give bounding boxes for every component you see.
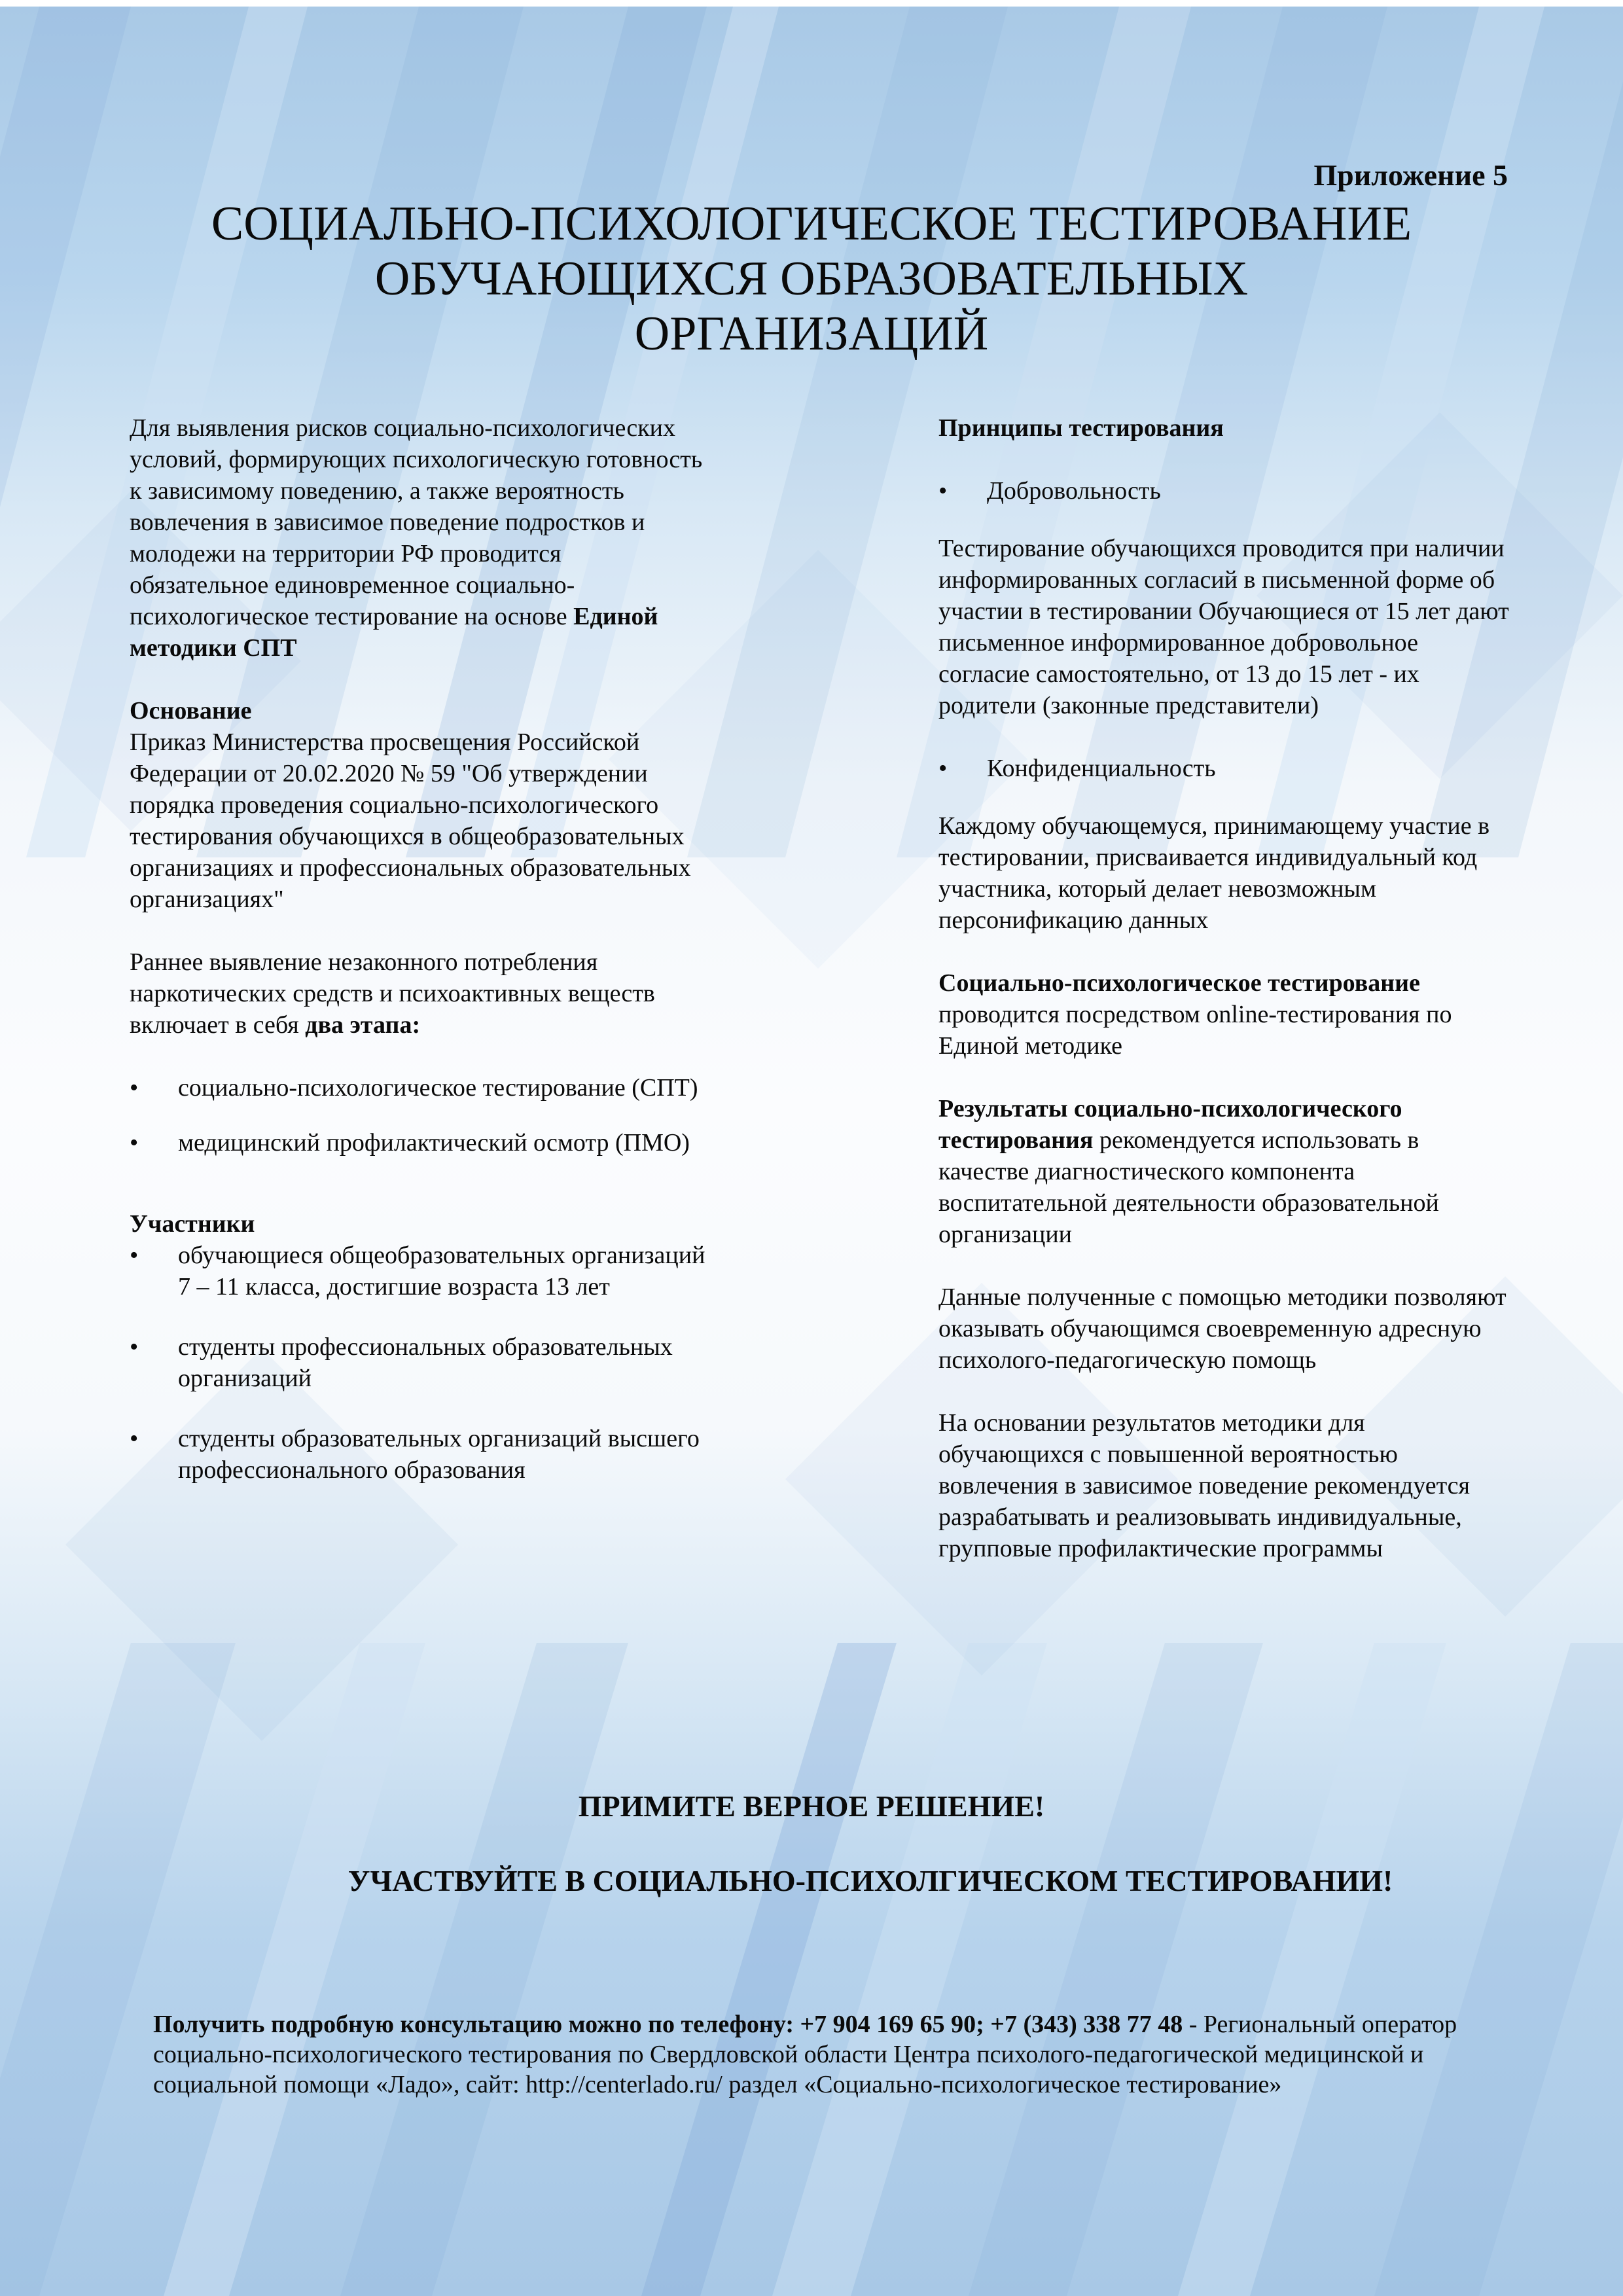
- intro-bold: Единой методики СПТ: [130, 603, 658, 662]
- early-bold: два этапа:: [305, 1011, 421, 1039]
- intro-paragraph: [130, 412, 705, 664]
- title-line: СОЦИАЛЬНО-ПСИХОЛОГИЧЕСКОЕ ТЕСТИРОВАНИЕ: [211, 197, 1412, 251]
- intro-text: Для выявления рисков социально-психологических условий, формирующих психологическую готовность к зависимому поведению, а также вероятность вовлечения в зависимое поведение подростков и молодежи на территории РФ проводится обязательное единовременное социально-психологическое тестирование на основе: [130, 414, 703, 630]
- left-column: [130, 412, 705, 1486]
- basis-heading: Основание: [130, 697, 252, 725]
- contact-phones: Получить подробную консультацию можно по телефону: +7 904 169 65 90; +7 (343) 338 77 48: [153, 2011, 1183, 2038]
- principle-label: Конфиденциальность: [987, 755, 1216, 782]
- participant-text: студенты профессиональных образовательных организаций: [178, 1333, 673, 1392]
- basis-text: Приказ Министерства просвещения Российской Федерации от 20.02.2020 № 59 "Об утверждении порядка проведения социально-психологического тестирования обучающихся в общеобразовательных организациях и профессиональных образовательных организациях": [130, 728, 691, 913]
- early-text: Раннее выявление незаконного потребления наркотических средств и психоактивных веществ включает в себя: [130, 948, 655, 1039]
- results-paragraph: [938, 1093, 1514, 1250]
- participants-heading: Участники: [130, 1210, 255, 1238]
- voluntary-text: Тестирование обучающихся проводится при наличии информированных согласий в письменной форме об участии в тестировании Обучающиеся от 15 лет дают письменное информированное добровольное согласие самостоятельно, от 13 до 15 лет - их родители (законные представители): [938, 535, 1509, 719]
- early-detection-paragraph: [130, 946, 705, 1041]
- spt-text: проводится посредством online-тестирования по Единой методике: [938, 1001, 1452, 1060]
- bullet-icon: •: [130, 1074, 139, 1102]
- principle-item: [938, 475, 1514, 507]
- bullet-icon: •: [938, 477, 948, 505]
- participants-list: [130, 1240, 705, 1486]
- confidentiality-text: Каждому обучающемуся, принимающему участие в тестировании, присваивается индивидуальный код участника, который делает невозможным персонификацию данных: [938, 812, 1490, 934]
- list-item: [130, 1240, 705, 1302]
- bullet-icon: •: [130, 1425, 139, 1452]
- participant-text: студенты образовательных организаций высшего профессионального образования: [178, 1425, 700, 1484]
- stage-text: социально-психологическое тестирование (СПТ): [178, 1074, 698, 1102]
- bullet-icon: •: [130, 1129, 139, 1157]
- principles-heading: Принципы тестирования: [938, 414, 1224, 442]
- data-paragraph: Данные полученные с помощью методики позволяют оказывать обучающимся своевременную адресную психолого-педагогическую помощь: [938, 1283, 1507, 1374]
- right-column: [938, 412, 1514, 1564]
- title-line: ОБУЧАЮЩИХСЯ ОБРАЗОВАТЕЛЬНЫХ: [374, 252, 1249, 306]
- participant-text: обучающиеся общеобразовательных организаций 7 – 11 класса, достигшие возраста 13 лет: [178, 1242, 705, 1300]
- principle-item: [938, 753, 1514, 784]
- page-title: [196, 196, 1427, 361]
- contact-info: [153, 2009, 1514, 2100]
- principle-label: Добровольность: [987, 477, 1161, 505]
- bullet-icon: •: [938, 755, 948, 782]
- cta-line-1: ПРИМИТЕ ВЕРНОЕ РЕШЕНИЕ!: [578, 1789, 1045, 1823]
- list-item: [130, 1423, 705, 1486]
- spt-bold: Социально-психологическое тестирование: [938, 969, 1420, 997]
- spt-paragraph: [938, 967, 1514, 1062]
- list-item: [130, 1072, 705, 1103]
- contact-text: - Региональный оператор социально-психологического тестирования по Свердловской области Центра психолого-педагогической медицинской и социальной помощи «Ладо», сайт: http://centerlado.ru/ раздел «Социально-психологическое тестирование»: [153, 2011, 1457, 2098]
- cta-line-2: УЧАСТВУЙТЕ В СОЦИАЛЬНО-ПСИХОЛГИЧЕСКОМ ТЕСТИРОВАНИИ!: [348, 1864, 1393, 1897]
- appendix-label: Приложение 5: [1313, 158, 1508, 192]
- list-item: [130, 1331, 705, 1394]
- programs-paragraph: На основании результатов методики для обучающихся с повышенной вероятностью вовлечения в зависимое поведение рекомендуется разрабатывать и реализовывать индивидуальные, групповые профилактические программы: [938, 1409, 1471, 1562]
- page: [0, 7, 1623, 2296]
- bullet-icon: •: [130, 1242, 139, 1269]
- stages-list: [130, 1072, 705, 1158]
- list-item: [130, 1127, 705, 1158]
- title-line: ОРГАНИЗАЦИЙ: [634, 307, 989, 361]
- stage-text: медицинский профилактический осмотр (ПМО): [178, 1129, 690, 1157]
- bullet-icon: •: [130, 1333, 139, 1361]
- results-text: рекомендуется использовать в качестве диагностического компонента воспитательной деятельности образовательной организации: [938, 1126, 1439, 1248]
- results-bold: Результаты социально-психологического тестирования: [938, 1095, 1402, 1154]
